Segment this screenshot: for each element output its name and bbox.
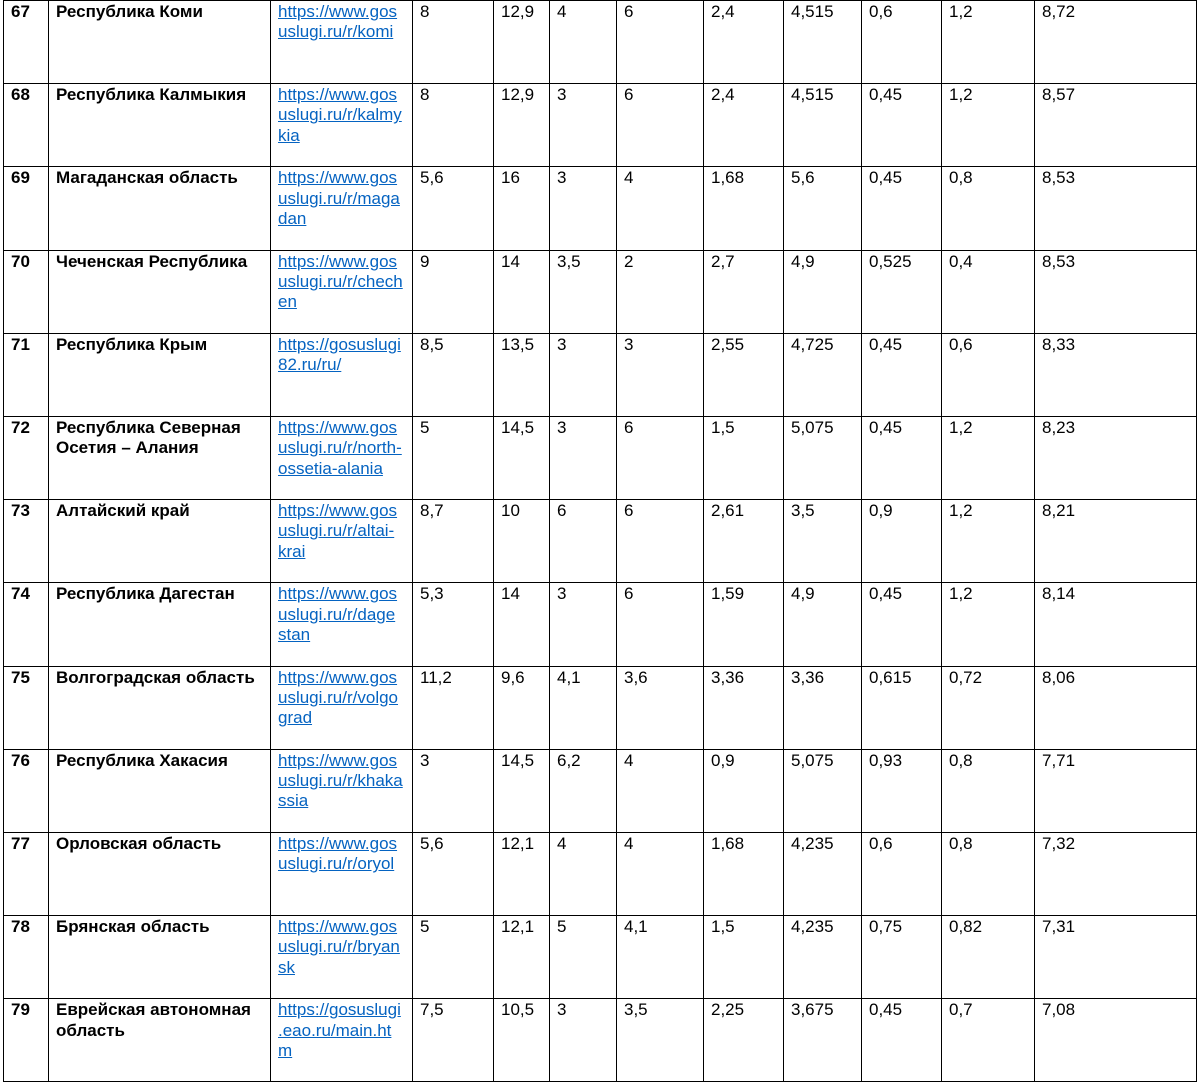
rank-cell: 79 xyxy=(4,999,49,1082)
score-cell: 6 xyxy=(617,84,704,167)
score-cell: 5,6 xyxy=(413,832,494,915)
score-cell: 0,93 xyxy=(862,749,942,832)
portal-link[interactable] xyxy=(278,501,397,561)
score-cell: 3 xyxy=(550,167,617,250)
score-cell: 0,7 xyxy=(942,999,1035,1082)
score-cell: 3,6 xyxy=(617,666,704,749)
score-cell: 3,675 xyxy=(784,999,862,1082)
portal-url-cell xyxy=(271,333,413,416)
score-cell: 8,53 xyxy=(1035,250,1197,333)
score-cell: 8,23 xyxy=(1035,416,1197,499)
score-cell: 4,1 xyxy=(550,666,617,749)
portal-link-text-line: https://www.gos xyxy=(278,417,398,437)
portal-url-cell xyxy=(271,832,413,915)
portal-link-text-line: ossetia-alania xyxy=(278,458,383,478)
table-row xyxy=(4,500,1197,583)
table-row xyxy=(4,999,1197,1082)
score-cell: 1,5 xyxy=(704,916,784,999)
portal-link-text-line: m xyxy=(278,1040,293,1060)
score-cell: 12,9 xyxy=(494,84,550,167)
portal-link-text-line: ssia xyxy=(278,791,309,811)
score-cell: 9,6 xyxy=(494,666,550,749)
portal-url-cell xyxy=(271,999,413,1082)
portal-link[interactable] xyxy=(278,252,403,312)
portal-url-cell xyxy=(271,583,413,666)
portal-link[interactable] xyxy=(278,85,402,145)
score-cell: 8 xyxy=(413,1,494,84)
table-row xyxy=(4,250,1197,333)
score-cell: 0,45 xyxy=(862,416,942,499)
score-cell: 6 xyxy=(550,500,617,583)
rank-cell: 67 xyxy=(4,1,49,84)
portal-link-text-line: sk xyxy=(278,957,295,977)
portal-link-text-line: uslugi.ru/r/khaka xyxy=(278,770,403,790)
score-cell: 4,235 xyxy=(784,916,862,999)
portal-link-text-line: 82.ru/ru/ xyxy=(278,355,342,375)
score-cell: 4 xyxy=(617,832,704,915)
score-cell: 14 xyxy=(494,250,550,333)
score-cell: 4,9 xyxy=(784,250,862,333)
score-cell: 5,3 xyxy=(413,583,494,666)
region-name-cell: Магаданская область xyxy=(49,167,271,250)
portal-link-text-line: uslugi.ru/r/kalmy xyxy=(278,105,402,125)
rank-cell: 77 xyxy=(4,832,49,915)
score-cell: 0,45 xyxy=(862,84,942,167)
score-cell: 0,9 xyxy=(862,500,942,583)
portal-link-text-line: https://gosuslugi xyxy=(278,334,401,354)
score-cell: 3 xyxy=(550,999,617,1082)
rank-cell: 75 xyxy=(4,666,49,749)
table-body xyxy=(4,1,1197,1082)
region-name-cell: Чеченская Республика xyxy=(49,250,271,333)
score-cell: 3,36 xyxy=(784,666,862,749)
score-cell: 4 xyxy=(617,167,704,250)
score-cell: 3,5 xyxy=(550,250,617,333)
portal-link-text-line: dan xyxy=(278,208,307,228)
ranking-table xyxy=(3,0,1197,1082)
portal-link-text-line: uslugi.ru/r/chech xyxy=(278,271,403,291)
score-cell: 7,32 xyxy=(1035,832,1197,915)
score-cell: 8,21 xyxy=(1035,500,1197,583)
region-name-cell: Республика Калмыкия xyxy=(49,84,271,167)
score-cell: 2,55 xyxy=(704,333,784,416)
score-cell: 13,5 xyxy=(494,333,550,416)
portal-link[interactable] xyxy=(278,834,397,873)
score-cell: 3 xyxy=(550,416,617,499)
score-cell: 0,82 xyxy=(942,916,1035,999)
score-cell: 1,2 xyxy=(942,84,1035,167)
score-cell: 6 xyxy=(617,500,704,583)
score-cell: 1,2 xyxy=(942,500,1035,583)
portal-link-text-line: https://www.gos xyxy=(278,750,398,770)
score-cell: 0,6 xyxy=(942,333,1035,416)
region-name-cell: Республика Северная Осетия – Алания xyxy=(49,416,271,499)
portal-link-text-line: uslugi.ru/r/dage xyxy=(278,604,396,624)
score-cell: 0,45 xyxy=(862,167,942,250)
portal-url-cell xyxy=(271,250,413,333)
portal-link-text-line: kia xyxy=(278,125,300,145)
portal-link-text-line: https://www.gos xyxy=(278,501,398,521)
score-cell: 2,61 xyxy=(704,500,784,583)
score-cell: 8,14 xyxy=(1035,583,1197,666)
score-cell: 4 xyxy=(617,749,704,832)
score-cell: 14,5 xyxy=(494,416,550,499)
score-cell: 8,33 xyxy=(1035,333,1197,416)
portal-link-text-line: .eao.ru/main.ht xyxy=(278,1020,392,1040)
portal-url-cell xyxy=(271,416,413,499)
portal-link-text-line: https://www.gos xyxy=(278,833,398,853)
table-row xyxy=(4,416,1197,499)
score-cell: 10 xyxy=(494,500,550,583)
portal-link[interactable] xyxy=(278,584,397,644)
score-cell: 5,6 xyxy=(413,167,494,250)
portal-link-text-line: krai xyxy=(278,541,306,561)
score-cell: 5 xyxy=(550,916,617,999)
score-cell: 5,075 xyxy=(784,749,862,832)
score-cell: 3 xyxy=(550,583,617,666)
score-cell: 4,9 xyxy=(784,583,862,666)
score-cell: 0,4 xyxy=(942,250,1035,333)
table-row xyxy=(4,167,1197,250)
score-cell: 4,515 xyxy=(784,1,862,84)
portal-link-text-line: https://www.gos xyxy=(278,251,398,271)
score-cell: 3 xyxy=(550,84,617,167)
score-cell: 2,7 xyxy=(704,250,784,333)
portal-url-cell xyxy=(271,916,413,999)
table-row xyxy=(4,333,1197,416)
rank-cell: 71 xyxy=(4,333,49,416)
score-cell: 2,25 xyxy=(704,999,784,1082)
score-cell: 14,5 xyxy=(494,749,550,832)
region-name-cell: Брянская область xyxy=(49,916,271,999)
score-cell: 12,9 xyxy=(494,1,550,84)
score-cell: 12,1 xyxy=(494,832,550,915)
portal-link-text-line: https://www.gos xyxy=(278,584,398,604)
score-cell: 5,6 xyxy=(784,167,862,250)
portal-link-text-line: grad xyxy=(278,708,313,728)
table-row xyxy=(4,583,1197,666)
portal-link[interactable] xyxy=(278,418,402,478)
portal-url-cell xyxy=(271,167,413,250)
score-cell: 3 xyxy=(413,749,494,832)
score-cell: 0,75 xyxy=(862,916,942,999)
portal-link[interactable] xyxy=(278,917,400,977)
table-row xyxy=(4,84,1197,167)
portal-link[interactable] xyxy=(278,2,397,41)
portal-link-text-line: uslugi.ru/r/bryan xyxy=(278,937,400,957)
score-cell: 2,4 xyxy=(704,1,784,84)
portal-link-text-line: stan xyxy=(278,624,311,644)
portal-url-cell xyxy=(271,500,413,583)
score-cell: 3,5 xyxy=(617,999,704,1082)
score-cell: 4,725 xyxy=(784,333,862,416)
portal-link-text-line: https://www.gos xyxy=(278,168,398,188)
score-cell: 8,72 xyxy=(1035,1,1197,84)
portal-link-text-line: en xyxy=(278,292,297,312)
score-cell: 0,525 xyxy=(862,250,942,333)
score-cell: 5 xyxy=(413,916,494,999)
portal-link[interactable] xyxy=(278,668,398,728)
score-cell: 8 xyxy=(413,84,494,167)
portal-url-cell xyxy=(271,749,413,832)
score-cell: 0,8 xyxy=(942,749,1035,832)
region-name-cell: Республика Коми xyxy=(49,1,271,84)
table-row xyxy=(4,916,1197,999)
score-cell: 7,71 xyxy=(1035,749,1197,832)
table-row xyxy=(4,749,1197,832)
score-cell: 0,45 xyxy=(862,999,942,1082)
score-cell: 1,2 xyxy=(942,583,1035,666)
score-cell: 0,9 xyxy=(704,749,784,832)
score-cell: 3 xyxy=(617,333,704,416)
score-cell: 1,2 xyxy=(942,1,1035,84)
table-row xyxy=(4,1,1197,84)
score-cell: 0,8 xyxy=(942,832,1035,915)
score-cell: 4,1 xyxy=(617,916,704,999)
score-cell: 0,45 xyxy=(862,333,942,416)
region-name-cell: Республика Дагестан xyxy=(49,583,271,666)
portal-link-text-line: https://www.gos xyxy=(278,2,398,21)
region-name-cell: Алтайский край xyxy=(49,500,271,583)
portal-url-cell xyxy=(271,1,413,84)
portal-link[interactable] xyxy=(278,1000,401,1060)
score-cell: 8,57 xyxy=(1035,84,1197,167)
score-cell: 3 xyxy=(550,333,617,416)
score-cell: 4 xyxy=(550,832,617,915)
score-cell: 6 xyxy=(617,583,704,666)
score-cell: 4,235 xyxy=(784,832,862,915)
portal-link[interactable] xyxy=(278,335,401,374)
score-cell: 8,5 xyxy=(413,333,494,416)
portal-link-text-line: https://gosuslugi xyxy=(278,1000,401,1020)
portal-link-text-line: https://www.gos xyxy=(278,85,398,105)
score-cell: 3,5 xyxy=(784,500,862,583)
portal-link-text-line: uslugi.ru/r/komi xyxy=(278,22,394,42)
portal-link-text-line: uslugi.ru/r/oryol xyxy=(278,854,395,874)
score-cell: 14 xyxy=(494,583,550,666)
score-cell: 16 xyxy=(494,167,550,250)
score-cell: 8,06 xyxy=(1035,666,1197,749)
score-cell: 10,5 xyxy=(494,999,550,1082)
portal-link-text-line: https://www.gos xyxy=(278,667,398,687)
score-cell: 1,68 xyxy=(704,832,784,915)
region-name-cell: Республика Хакасия xyxy=(49,749,271,832)
score-cell: 7,5 xyxy=(413,999,494,1082)
rank-cell: 78 xyxy=(4,916,49,999)
score-cell: 0,72 xyxy=(942,666,1035,749)
region-name-cell: Волгоградская область xyxy=(49,666,271,749)
score-cell: 8,7 xyxy=(413,500,494,583)
portal-link-text-line: uslugi.ru/r/volgo xyxy=(278,687,399,707)
score-cell: 4 xyxy=(550,1,617,84)
score-cell: 0,615 xyxy=(862,666,942,749)
score-cell: 3,36 xyxy=(704,666,784,749)
score-cell: 7,31 xyxy=(1035,916,1197,999)
score-cell: 9 xyxy=(413,250,494,333)
rank-cell: 70 xyxy=(4,250,49,333)
score-cell: 0,6 xyxy=(862,832,942,915)
score-cell: 8,53 xyxy=(1035,167,1197,250)
score-cell: 0,6 xyxy=(862,1,942,84)
score-cell: 1,68 xyxy=(704,167,784,250)
rank-cell: 72 xyxy=(4,416,49,499)
score-cell: 1,5 xyxy=(704,416,784,499)
score-cell: 2 xyxy=(617,250,704,333)
portal-link-text-line: uslugi.ru/r/maga xyxy=(278,188,400,208)
score-cell: 6 xyxy=(617,1,704,84)
score-cell: 6 xyxy=(617,416,704,499)
portal-url-cell xyxy=(271,84,413,167)
rank-cell: 73 xyxy=(4,500,49,583)
score-cell: 1,59 xyxy=(704,583,784,666)
score-cell: 11,2 xyxy=(413,666,494,749)
portal-link-text-line: uslugi.ru/r/north- xyxy=(278,438,402,458)
portal-link[interactable] xyxy=(278,751,403,811)
score-cell: 0,45 xyxy=(862,583,942,666)
score-cell: 1,2 xyxy=(942,416,1035,499)
score-cell: 5 xyxy=(413,416,494,499)
rank-cell: 74 xyxy=(4,583,49,666)
score-cell: 0,8 xyxy=(942,167,1035,250)
score-cell: 2,4 xyxy=(704,84,784,167)
rank-cell: 76 xyxy=(4,749,49,832)
score-cell: 12,1 xyxy=(494,916,550,999)
rank-cell: 69 xyxy=(4,167,49,250)
score-cell: 4,515 xyxy=(784,84,862,167)
portal-link-text-line: uslugi.ru/r/altai- xyxy=(278,521,395,541)
score-cell: 5,075 xyxy=(784,416,862,499)
rank-cell: 68 xyxy=(4,84,49,167)
score-cell: 7,08 xyxy=(1035,999,1197,1082)
region-name-cell: Орловская область xyxy=(49,832,271,915)
portal-link-text-line: https://www.gos xyxy=(278,917,398,937)
region-name-cell: Республика Крым xyxy=(49,333,271,416)
score-cell: 6,2 xyxy=(550,749,617,832)
region-name-cell: Еврейская автономная область xyxy=(49,999,271,1082)
portal-link[interactable] xyxy=(278,168,400,228)
table-row xyxy=(4,832,1197,915)
